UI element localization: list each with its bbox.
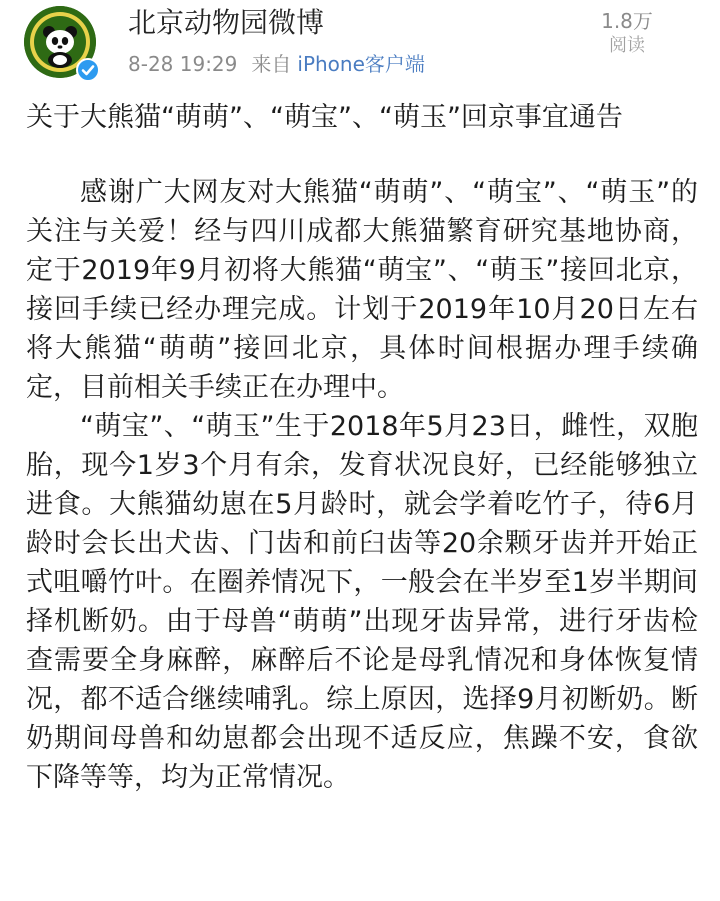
post-date: 8-28 19:29 xyxy=(128,52,238,76)
source-label: 来自 xyxy=(251,52,292,76)
post-meta xyxy=(128,50,425,78)
read-count-block xyxy=(592,8,662,58)
read-count: 1.8万 xyxy=(601,9,653,33)
post-paragraph: “萌宝”、“萌玉”生于2018年5月23日，雌性，双胞胎，现今1岁3个月有余，发育状况良好，已经能够独立进食。大熊猫幼崽在5月龄时，就会学着吃竹子，待6月龄时会长出犬齿、门齿和前臼齿等20余颗牙齿并开始正式咀嚼竹叶。在圈养情况下，一般会在半岁至1岁半期间择机断奶。由于母兽“萌萌”出现牙齿异常，进行牙齿检查需要全身麻醉，麻醉后不论是母乳情况和身体恢复情况，都不适合继续哺乳。综上原因，选择9月初断奶。断奶期间母兽和幼崽都会出现不适反应，焦躁不安，食欲下降等等，均为正常情况。 xyxy=(26,411,698,793)
verified-badge-icon xyxy=(76,58,100,82)
post-title: 关于大熊猫“萌萌”、“萌宝”、“萌玉”回京事宜通告 xyxy=(26,102,623,133)
post-header xyxy=(0,0,720,88)
post-paragraph: 感谢广大网友对大熊猫“萌萌”、“萌宝”、“萌玉”的关注与关爱！经与四川成都大熊猫繁育研究基地协商，定于2019年9月初将大熊猫“萌宝”、“萌玉”接回北京，接回手续已经办理完成。计划于2019年10月20日左右将大熊猫“萌萌”接回北京，具体时间根据办理手续确定，目前相关手续正在办理中。 xyxy=(26,177,698,403)
source-link[interactable]: iPhone客户端 xyxy=(297,52,425,76)
avatar[interactable] xyxy=(24,6,100,82)
read-label: 阅读 xyxy=(609,35,645,56)
post-body xyxy=(26,98,698,797)
account-name[interactable]: 北京动物园微博 xyxy=(128,6,325,39)
